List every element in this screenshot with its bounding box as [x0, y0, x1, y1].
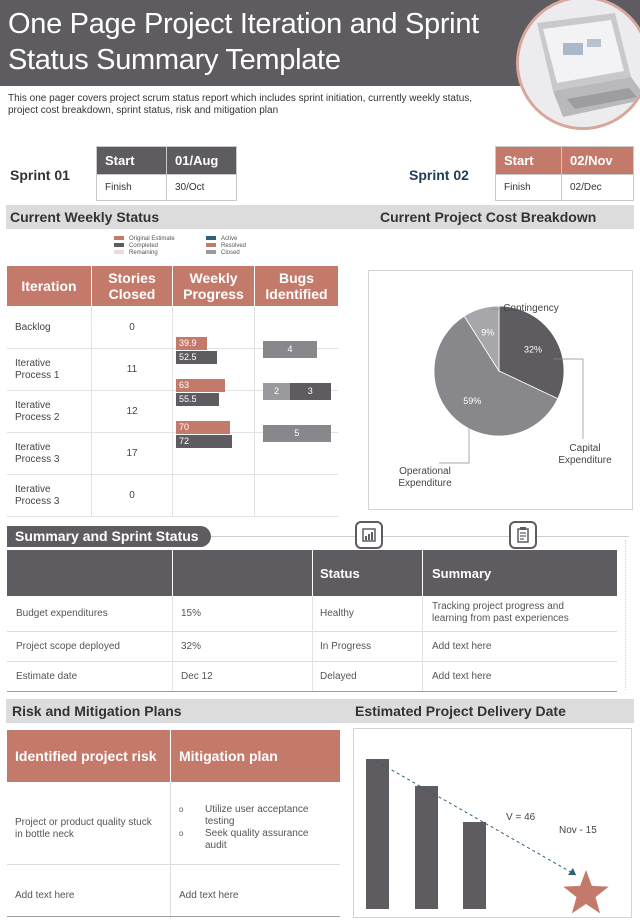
legend-swatch	[114, 236, 124, 240]
delivery-date-label: Nov - 15	[559, 825, 597, 836]
summary-col-divider	[422, 596, 423, 632]
completed-bar: 52.5	[176, 351, 217, 364]
sprint-02-start-value: 02/Nov	[562, 147, 634, 175]
summary-value: 15%	[181, 608, 202, 619]
progress-cell	[173, 475, 255, 517]
summary-value: Dec 12	[181, 671, 213, 682]
risk-header: Identified project risk	[7, 730, 170, 782]
risk-row2-mitigation: Add text here	[179, 890, 239, 901]
risk-row1-risk	[15, 817, 152, 841]
estimate-bar: 63	[176, 379, 225, 392]
legend-item	[206, 236, 274, 242]
summary-item: Project scope deployed	[16, 641, 120, 652]
summary-bottom-line	[7, 691, 617, 692]
bullet-symbol: o	[179, 805, 184, 814]
sprint-01-start-label: Start	[97, 147, 167, 175]
bullet-1-line1: Utilize user acceptance	[205, 804, 309, 815]
legend-label: Closed	[221, 250, 240, 256]
delivery-title: Estimated Project Delivery Date	[355, 703, 566, 719]
bugs-cell	[255, 475, 338, 517]
summary-col-divider	[172, 632, 173, 662]
summary-line	[211, 536, 629, 537]
legend-item	[114, 243, 206, 249]
pie-category-label: Capital	[569, 443, 601, 454]
sprint-01-finish-value: 30/Oct	[167, 175, 237, 201]
legend-swatch	[206, 243, 216, 247]
sprint-01-start-value: 01/Aug	[167, 147, 237, 175]
page-title	[8, 6, 528, 78]
summary-title: Summary and Sprint Status	[15, 528, 199, 544]
header-bugs-identified: Bugs Identified	[255, 266, 338, 306]
summary-col-divider	[172, 662, 173, 692]
delivery-bar	[366, 759, 389, 909]
stories-cell: 12	[92, 391, 173, 433]
iteration-cell: Backlog	[7, 307, 92, 349]
title-line-2: Status Summary Template	[8, 44, 341, 76]
legend-item	[206, 250, 274, 256]
header-stories-closed: Stories Closed	[92, 266, 172, 306]
cost-chart-frame	[368, 270, 633, 510]
sprint-01-table	[96, 146, 237, 201]
summary-text	[432, 671, 491, 683]
star-icon	[563, 870, 609, 913]
legend-swatch	[206, 236, 216, 240]
sprint-02-start-label: Start	[496, 147, 562, 175]
pie-category-label: Operational	[399, 466, 451, 477]
summary-text	[432, 601, 569, 625]
summary-col-divider	[312, 632, 313, 662]
summary-status: Delayed	[320, 671, 357, 682]
legend-swatch	[206, 250, 216, 254]
chart-legend	[114, 236, 274, 256]
bug-bar: 4	[263, 341, 317, 358]
summary-table	[7, 550, 617, 692]
risk-bottom-line	[7, 916, 340, 917]
summary-text	[432, 641, 491, 653]
stories-cell: 0	[92, 307, 173, 349]
estimate-bar: 70	[176, 421, 230, 434]
risk-col-divider	[170, 782, 171, 918]
title-line-1: One Page Project Iteration and Sprint	[8, 8, 479, 40]
legend-label: Active	[221, 236, 238, 242]
sprint-02-label: Sprint 02	[409, 167, 469, 183]
bullet-2-line1: Seek quality assurance	[205, 828, 309, 839]
sprint-01-label: Sprint 01	[10, 167, 70, 183]
cost-pie-chart	[369, 271, 634, 511]
pie-leader-line	[439, 423, 469, 463]
delivery-chart-frame	[353, 728, 632, 918]
legend-label: Original Estimate	[129, 236, 175, 242]
header-weekly-progress: Weekly Progress	[173, 266, 254, 306]
delivery-bar	[415, 786, 438, 909]
bug-bar: 5	[263, 425, 331, 442]
legend-swatch	[114, 250, 124, 254]
summary-text-line1: Tracking project progress and	[432, 601, 564, 612]
stories-cell: 11	[92, 349, 173, 391]
header-iteration: Iteration	[7, 266, 91, 306]
bug-bar: 3	[290, 383, 331, 400]
sprint-02-finish-value: 02/Dec	[562, 175, 634, 201]
summary-item: Estimate date	[16, 671, 78, 682]
summary-header-status: Status	[320, 566, 360, 581]
mitigation-header: Mitigation plan	[171, 730, 340, 782]
risk-row1-line1: Project or product quality stuck	[15, 817, 152, 828]
bullet-1-line2: testing	[205, 816, 235, 827]
velocity-label: V = 46	[506, 812, 536, 823]
legend-label: Completed	[129, 243, 159, 249]
completed-bar: 55.5	[176, 393, 219, 406]
summary-side-line	[625, 540, 627, 690]
sprint-02-finish-label: Finish	[496, 175, 562, 201]
cost-breakdown-title: Current Project Cost Breakdown	[380, 209, 597, 225]
intro-line-2: project cost breakdown, sprint status, risk and mitigation plan	[8, 105, 279, 116]
summary-col-divider	[172, 596, 173, 632]
pie-percent-label: 9%	[481, 327, 495, 338]
pie-category-label: Contingency	[503, 303, 559, 314]
legend-label: Resolved	[221, 243, 247, 249]
pie-category-label: Expenditure	[558, 455, 612, 466]
risk-row2-risk: Add text here	[15, 890, 75, 901]
legend-label: Remaining	[129, 250, 158, 256]
legend-item	[114, 236, 206, 242]
legend-item	[206, 243, 274, 249]
summary-header-divider-1	[172, 550, 173, 596]
summary-col-divider	[422, 662, 423, 692]
mitigation-bullet-2	[179, 828, 308, 852]
delivery-chart	[354, 729, 633, 919]
iteration-cell: Iterative Process 1	[7, 349, 92, 391]
stories-cell: 17	[92, 433, 173, 475]
summary-header-summary: Summary	[432, 566, 492, 581]
summary-status: Healthy	[320, 608, 354, 619]
legend-swatch	[114, 243, 124, 247]
iteration-cell: Iterative Process 3	[7, 433, 92, 475]
intro-line-1: This one pager covers project scrum status report which includes sprint initiation, currently weekly status,	[8, 93, 473, 104]
pie-category-label: Expenditure	[398, 478, 452, 489]
iteration-cell: Iterative Process 3	[7, 475, 92, 517]
summary-col-divider	[422, 632, 423, 662]
summary-header-divider-2	[312, 550, 313, 596]
summary-col-divider	[312, 662, 313, 692]
pie-percent-label: 32%	[523, 344, 543, 355]
sprint-01-finish-label: Finish	[97, 175, 167, 201]
clipboard-icon	[509, 521, 537, 549]
bug-bar: 2	[263, 383, 290, 400]
mitigation-row1	[179, 804, 308, 852]
risk-row1-line2: in bottle neck	[15, 829, 74, 840]
completed-bar: 72	[176, 435, 232, 448]
summary-text-line2: learning from past experiences	[432, 613, 569, 624]
risk-title: Risk and Mitigation Plans	[12, 703, 182, 719]
sprint-02-table	[495, 146, 634, 201]
summary-status: In Progress	[320, 641, 372, 652]
summary-item: Budget expenditures	[16, 608, 108, 619]
bullet-2-line2: audit	[205, 840, 227, 851]
iteration-cell: Iterative Process 2	[7, 391, 92, 433]
summary-text-line1: Add text here	[432, 641, 492, 652]
mitigation-bullet-1	[179, 804, 308, 828]
intro-text	[8, 93, 548, 117]
legend-item	[114, 250, 206, 256]
summary-value: 32%	[181, 641, 202, 652]
delivery-bar	[463, 822, 486, 909]
summary-header-divider-3	[422, 550, 423, 596]
pie-percent-label: 59%	[463, 396, 482, 407]
summary-text-line1: Add text here	[432, 671, 492, 682]
risk-row-divider	[7, 864, 340, 865]
bullet-symbol: o	[179, 829, 184, 838]
estimate-bar: 39.9	[176, 337, 207, 350]
weekly-status-title: Current Weekly Status	[10, 209, 160, 225]
summary-col-divider	[312, 596, 313, 632]
stories-cell: 0	[92, 475, 173, 517]
chart-icon	[355, 521, 383, 549]
risk-table	[7, 730, 340, 918]
weekly-status-table	[7, 266, 338, 517]
